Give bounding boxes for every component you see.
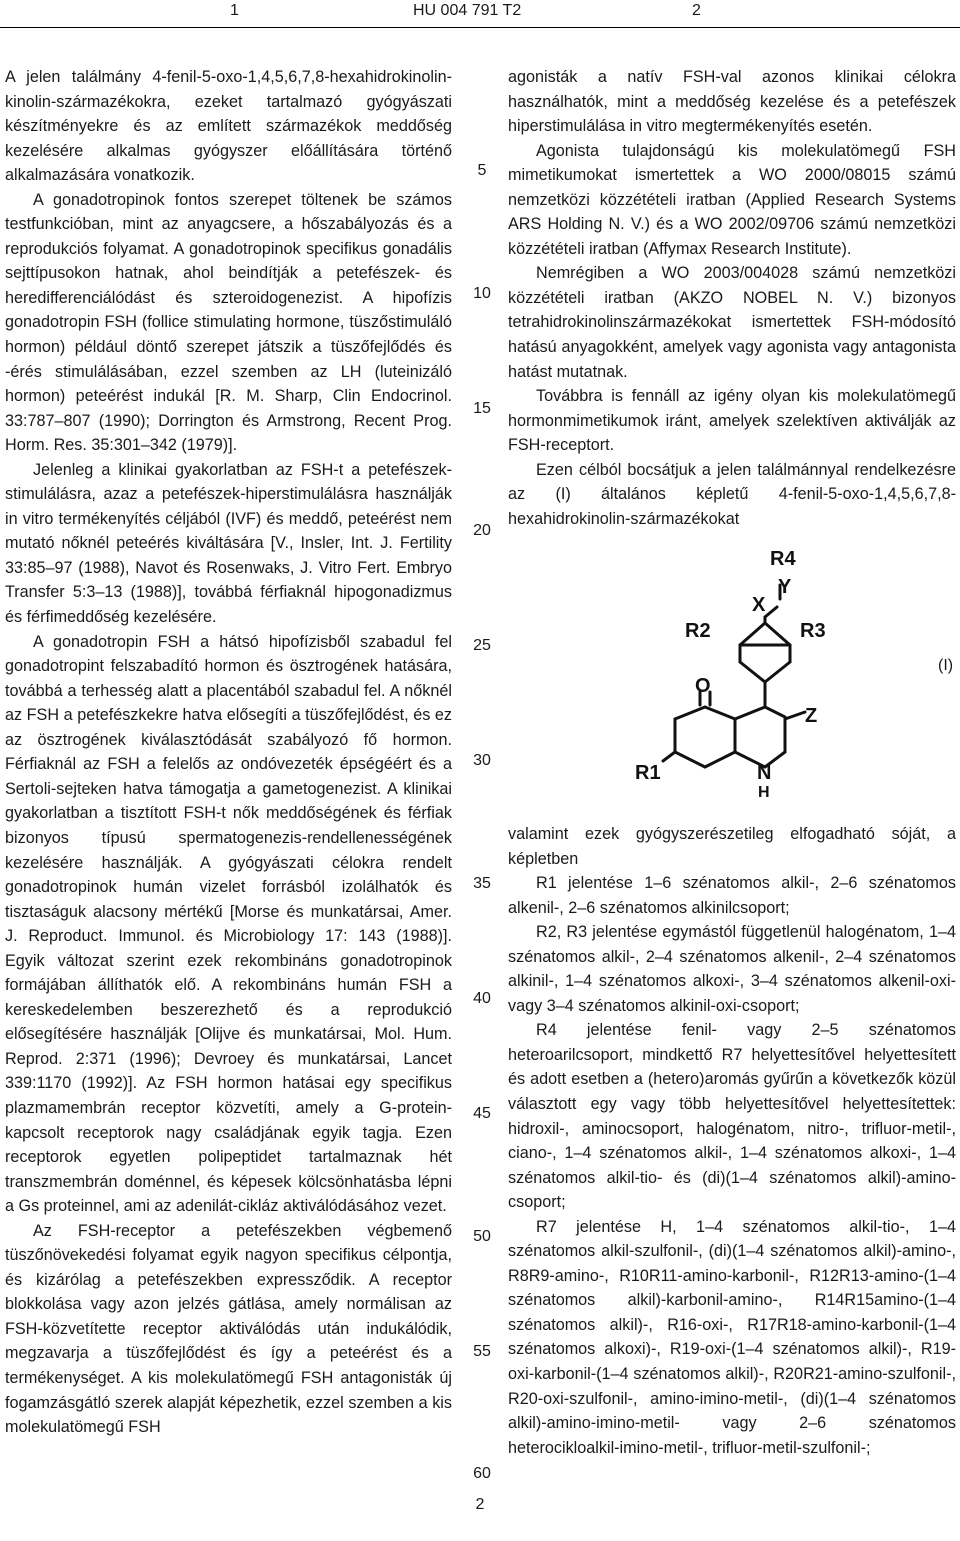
left-page-number: 1 (230, 2, 239, 19)
left-column (5, 65, 452, 1440)
formula-atom-r4: R4 (770, 548, 796, 570)
paragraph: Ezen célból bocsátjuk a jelen találmánnyal rendelkezésre az (I) általános képletű 4-fenil-5-oxo-1,4,5,6,7,8-hexahidrokinolin-származékokat (508, 460, 956, 528)
definition-r1: R1 jelentése 1–6 szénatomos alkil-, 2–6 szénatomos alkenil-, 2–6 szénatomos alkinilcsoport; (508, 874, 956, 917)
line-number: 25 (473, 637, 491, 654)
paragraph: valamint ezek gyógyszerészetileg elfogadható sóját, a képletben (508, 825, 956, 868)
formula-atom-r3: R3 (800, 620, 826, 642)
paragraph: agonisták a natív FSH-val azonos klinikai célokra használhatók, mint a meddőség kezelése és a petefészek hiperstimulálása in vitro megtermékenyítés esetén. (508, 68, 956, 136)
formula-atom-r1: R1 (635, 762, 661, 784)
paragraph: A gonadotropinok fontos szerepet töltenek be számos testfunkcióban, mint az anyagcsere, a hőszabályozás és a reprodukciós folyamat. A gonadotropinok specifikus gonadális sejttípusokon hatnak, ahol beindítják a petefészek- és heredifferenciálódást és szteroidogenezist. A hipofízis gonadotropin FSH (follice stimulating hormone, tüszőstimuláló hormon) például döntő szerepet játszik a tüszőfejlődés és -érés stimulálásában, ezzel szemben az LH (luteinizáló hormon) peteérést indukál [R. M. Sharp, Clin Endocrinol. 33:787–807 (1990); Dorrington és Armstrong, Recent Prog. Horm. Res. 35:301–342 (1979)]. (5, 190, 452, 455)
right-page-number: 2 (692, 2, 701, 19)
definition-r2-r3: R2, R3 jelentése egymástól függetlenül halogénatom, 1–4 szénatomos alkil-, 2–4 szénatomos alkenil-, 2–4 szénatomos alkinil-, 1–4 szénatomos alkoxi-, 3–4 szénatomos alkenil-oxi- vagy 3–4 szénatomos alkinil-oxi-csoport; (508, 923, 956, 1015)
page-header (0, 0, 960, 26)
line-number: 10 (473, 285, 491, 302)
definition-r7: R7 jelentése H, 1–4 szénatomos alkil-tio-, 1–4 szénatomos alkil-szulfonil-, (di)(1–4 szénatomos alkil)-amino-, R8R9-amino-, R10R11-amino-karbonil-, R12R13-amino-(1–4 szénatomos alkil)-karbonil-amino-, R14R15amino-(1–4 szénatomos alkil)-, R16-oxi-, R17R18-amino-karbonil-(1–4 szénatomos alkoxi)-, R19-oxi-(1–4 szénatomos alkil)-, R19-oxi-karbonil-(1–4 szénatomos alkil)-, R20R21-amino-szulfonil-, R20-oxi-szulfonil-, amino-imino-metil-, (di)(1–4 szénatomos alkil)-amino-imino-metil- vagy 2–6 szénatomos heterocikloalkil-imino-metil-, trifluor-metil-szulfonil-; (508, 1217, 956, 1457)
right-column (508, 65, 956, 531)
line-number: 55 (473, 1343, 491, 1360)
paragraph: Agonista tulajdonságú kis molekulatömegű FSH mimetikumokat ismertettek a WO 2000/08015 számú nemzetközi közzétételi iratban (Applied Research Systems ARS Holding N. V.) és a WO 2002/09706 számú nemzetközi közzétételi iratban (Affymax Research Institute). (508, 141, 956, 258)
paragraph: Továbbra is fennáll az igény olyan kis molekulatömegű hormonmimetikumok iránt, amelyek szelektíven aktiválják az FSH-receptort. (508, 387, 956, 455)
right-column-lower (508, 822, 956, 1460)
line-number: 60 (473, 1465, 491, 1482)
formula-atom-y: Y (778, 576, 792, 598)
header-divider (0, 27, 960, 28)
paragraph: A jelen találmány 4-fenil-5-oxo-1,4,5,6,7,8-hexahidrokinolin-kinolin-származékokra, ezeket tartalmazó gyógyászati készítményekre és az említett származékok meddőség kezelésére alkalmas gyógyszer előállítására történő alkalmazására vonatkozik. (5, 68, 452, 185)
page-footer-number: 2 (475, 1496, 485, 1513)
definition-r4: R4 jelentése fenil- vagy 2–5 szénatomos heteroarilcsoport, mindkettő R7 helyettesítővel helyettesített és adott esetben a (hetero)aromás gyűrűn a következők közül választott egy vagy több helyettesítővel helyettesítettek: hidroxil-, aminocsoport, halogénatom, nitro-, trifluor-metil-, ciano-, 1–4 szénatomos alkil-, 1–4 szénatomos alkoxi-, 1–4 szénatomos alkil-tio- és (di)(1–4 szénatomos alkil)-amino-csoport; (508, 1021, 956, 1212)
line-number: 40 (473, 990, 491, 1007)
line-number: 50 (473, 1228, 491, 1245)
paragraph: Az FSH-receptor a petefészekben végbemenő tüszőnövekedési folyamat egyik nagyon specifikus célpontja, és kizárólag a petefészekben expressződik. A receptor blokkolása vagy azon jelzés gátlása, amely normálisan az FSH-közvetítette receptor aktiválódás után indukálódik, megzavarja a tüszőfejlődést és így a peteérést és a termékenységet. A kis molekulatömegű FSH antagonisták új fogamzásgátló szerek alapját képezhetik, ezzel szemben a kis molekulatömegű FSH (5, 1221, 452, 1437)
document-id: HU 004 791 T2 (413, 2, 522, 19)
chemical-structure-formula (625, 547, 875, 802)
paragraph: Nemrégiben a WO 2003/004028 számú nemzetközi közzétételi iratban (AKZO NOBEL N. V.) bizonyos tetrahidrokinolinszármazékokat ismertettek FSH-módosító hatású anyagokként, amelyek vagy agonista vagy antagonista hatást mutatnak. (508, 264, 956, 381)
formula-atom-o: O (695, 675, 711, 697)
paragraph: Jelenleg a klinikai gyakorlatban az FSH-t a petefészek-stimulálásra, azaz a petefészek-hiperstimulálásra használják in vitro termékenyítés céljából (IVF) és meddő, peteérést nem mutató nőknél peteérés kiváltására [V., Insler, Int. J. Fertility 33:85–97 (1988), Navot és Rosenwaks, J. Vitro Fert. Embryo Transfer 5:3–13 (1988)], továbbá férfiaknál hipogonadizmus és férfimeddőség kezelésére. (5, 460, 452, 627)
formula-atom-h: H (758, 784, 770, 801)
line-number: 15 (473, 400, 491, 417)
formula-atom-x: X (752, 594, 766, 616)
formula-atom-n: N (757, 762, 772, 784)
formula-label: (I) (938, 657, 954, 674)
line-number: 35 (473, 875, 491, 892)
paragraph: A gonadotropin FSH a hátsó hipofízisből szabadul fel gonadotropint felszabadító hormon és ösztrogének hatására, továbbá a terhesség alatt a placentából szabadul fel. A nőknél az FSH a petefészkekre hatva elősegíti a tüszőfejlődést, és ez az ösztrogének kiválasztódását szabályozó fő hormon. Férfiaknál az FSH a felelős az ondóvezeték épségéért és a Sertoli-sejteken hatva támogatja a gametogenezist. A klinikai gyakorlatban a tisztított FSH-t nők meddőségének és férfiak bizonyos típusú spermatogenezis-rendellenességének kezelésére használják. A gyógyászati célokra rendelt gonadotropinok humán vizelet forrásból izolálhatók és tisztaságuk alacsony mértékű [Morse és munkatársai, Amer. J. Reproduct. Immunol. és Microbiology 17: 143 (1988)]. Egyik változat szerint ezek rekombináns gonadotropinok formájában állíthatók elő. A rekombináns humán FSH a kereskedelemben beszerezhető és a reprodukció elősegítésére használják [Olijve és munkatársai, Mol. Hum. Reprod. 2:371 (1996); Devroey és munkatársai, Lancet 339:1170 (1992)]. Az FSH hormon hatásai egy specifikus plazmamembrán receptor közvetíti, amely a G-protein-kapcsolt receptorok nagy családjának egyik tagja. Ezen receptorok egyetlen polipeptidet tartalmaznak hét transzmembrán doménnel, és képesek kölcsönhatásba lépni a Gs proteinnel, ami az adenilát-cikláz aktiválódásához vezet. (5, 632, 452, 1216)
formula-atom-r2: R2 (685, 620, 711, 642)
formula-atom-z: Z (805, 705, 818, 727)
line-number: 30 (473, 752, 491, 769)
line-number: 45 (473, 1105, 491, 1122)
line-number: 20 (473, 522, 491, 539)
line-number: 5 (477, 162, 487, 179)
